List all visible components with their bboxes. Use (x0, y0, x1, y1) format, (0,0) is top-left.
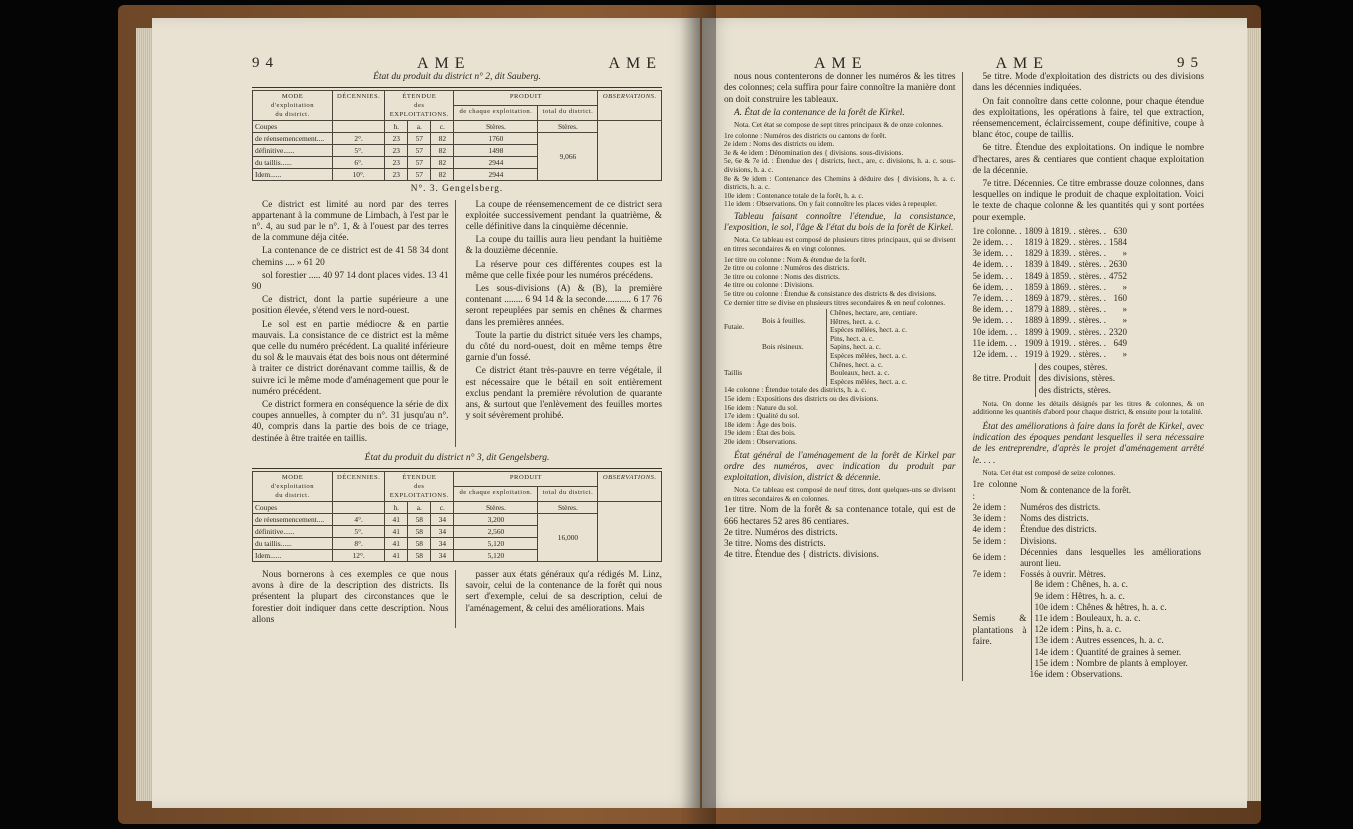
cell: 1829 à 1839. . (1024, 248, 1076, 259)
row-a: 57 (408, 169, 431, 181)
column-list (724, 256, 956, 308)
list-item: 17e idem : Qualité du sol. (724, 411, 800, 421)
paragraph: nous nous contenterons de donner les numéros & les titres des colonnes; cela suffira pour faire connoître la manière dont on doit construire les tableaux. (724, 72, 956, 105)
page-edges-right (1245, 28, 1261, 801)
produit-label: 8e titre. Produit (972, 374, 1031, 385)
paragraph: La réserve pour ces différentes coupes est la même que celle fixée pour les numéros précédens. (465, 259, 662, 281)
list-item: 1er titre. Nom de la forêt & sa contenance totale, qui est de 666 hectares 52 ares 86 centiares. (724, 505, 956, 527)
list-item: 19e idem : État des bois. (724, 428, 796, 438)
list-item: 8e & 9e idem : Contenance des Chemins à déduire des { divisions, h. a. c. districts, h. a. c. (724, 173, 956, 192)
table-row (973, 271, 1130, 282)
paragraph: 5e titre. Mode d'exploitation des districts ou des divisions dans les décennies indiquées. (972, 72, 1204, 94)
units-cell: Stères. (538, 502, 598, 514)
paragraph: La contenance de ce district est de 41 58 34 dont chemins .... » 61 20 (252, 246, 449, 268)
list-item: Espèces mêlées, hect. a. c. (830, 325, 907, 335)
table-row (973, 259, 1130, 270)
cell: stères. . (1078, 349, 1106, 360)
semis-block (973, 580, 1205, 670)
cell: stères. . (1078, 304, 1106, 315)
decennies-header: DÉCENNIES. (333, 472, 385, 502)
text-column-a (252, 200, 456, 447)
list-item: Chênes, hect. a. c. (830, 359, 883, 369)
right-page (702, 18, 1247, 808)
cell: 3e idem : (972, 513, 1006, 524)
list-item: Sapins, hect. a. c. (830, 342, 881, 352)
right-page-content (724, 55, 1204, 681)
futaie-groups (762, 309, 917, 361)
units-cell: Coupes (253, 121, 333, 133)
paragraph: 6e titre. Étendue des exploitations. On indique le nombre d'hectares, ares & centiares que contient chaque exploitation de la décennie. (972, 143, 1204, 176)
left-page-content (252, 55, 662, 628)
row-a: 57 (408, 157, 431, 169)
paragraph: Les sous-divisions (A) & (B), la première contenant ........ 6 94 14 & la seconde........... 6 17 76 seront repeuplées par semis en chênes & charmes dans les premières années. (465, 284, 662, 328)
paragraph: Ce district formera en conséquence la série de dix coupes annuelles, à compter du n°. 31 jusqu'au n°. 40, compris dans la partie des bois de ce triage, destinée à être traitée en taillis. (252, 400, 449, 444)
produit-subheader: total du district. (538, 106, 598, 121)
cell: 1re colonne : (972, 479, 1018, 501)
units-cell: c. (431, 121, 454, 133)
paragraph: Ce district étant très-pauvre en terre végétale, il est nécessaire que le bétail en soit entièrement exclus pendant la première révolution de quarante ans, & surtout que l'enlèvement des feuilles mortes y soit sévèrement prohibé. (465, 366, 662, 422)
row-produit: 5,120 (454, 538, 538, 550)
observations-cell (598, 121, 662, 181)
product-table-1 (252, 90, 662, 181)
list-item: 5e, 6e & 7e id. : Étendue des { districts, hect., are, c. divisions, h. a. c. sous-divisions, h. a. c. (724, 156, 956, 174)
cell: 2e idem. . . (972, 237, 1013, 248)
etendue-header: ÉTENDUE des EXPLOITATIONS. (385, 472, 454, 502)
cell: Étendue des districts. (1020, 524, 1097, 535)
group-label: Bois résineux. (762, 341, 804, 351)
row-c: 34 (431, 514, 454, 526)
list-item: 15e idem : Expositions des districts ou des divisions. (724, 394, 879, 404)
table-row (973, 479, 1205, 501)
row-decennie: 12°. (333, 550, 385, 562)
note: Nota. Ce tableau est composé de neuf titres, dont quelques-uns se divisent en titres secondaires & en colonnes. (724, 485, 956, 503)
row-label: de réensemencement.... (253, 133, 333, 145)
table-row (973, 226, 1130, 237)
section-heading: État des améliorations à faire dans la forêt de Kirkel, avec indication des époques pendant lesquelles il sera nécessaire de les entreprendre, d'après le projet d'aménagement arrêté le. . . . (972, 422, 1204, 466)
list-item: 14e colonne : Étendue totale des districts, h. a. c. (724, 385, 867, 395)
cell: stères. . (1078, 337, 1106, 348)
row-h: 23 (385, 169, 408, 181)
row-h: 41 (385, 514, 408, 526)
table-row (973, 536, 1205, 547)
mode-header: MODE d'exploitation du district. (253, 472, 333, 502)
list-item: des districts, stères. (1038, 385, 1111, 396)
list-item: 12e idem : Pins, h. a. c. (1034, 625, 1122, 636)
cell: 12e idem. . . (972, 349, 1017, 360)
closing-text (252, 570, 662, 628)
table-row (973, 237, 1130, 248)
row-c: 82 (431, 169, 454, 181)
list-item: 8e idem : Chênes, h. a. c. (1034, 580, 1128, 591)
cell: stères. . (1078, 293, 1106, 304)
observations-cell (598, 502, 662, 562)
row-c: 34 (431, 550, 454, 562)
text-column-b (466, 200, 663, 447)
list-item: Ce dernier titre se divise en plusieurs titres secondaires & en neuf colonnes. (724, 297, 946, 307)
row-a: 58 (408, 538, 431, 550)
list-item: Hêtres, hect. a. c. (830, 316, 881, 326)
produit-subheader: total du district. (538, 487, 598, 502)
total-cell: 16,000 (538, 514, 598, 562)
group-items (826, 309, 917, 335)
row-produit: 2944 (454, 169, 538, 181)
produit-header: PRODUIT (454, 91, 598, 106)
table-row (973, 282, 1130, 293)
row-c: 34 (431, 538, 454, 550)
running-head (724, 55, 1204, 72)
table-row (973, 502, 1205, 513)
row-decennie: 4°. (333, 514, 385, 526)
produit-subheader: de chaque exploitation. (454, 487, 538, 502)
cell: stères. . (1078, 237, 1106, 248)
paragraph: La coupe de réensemencement de ce district sera exploitée successivement pendant la quatrième, & celle définitive dans la cinquième décennie. (465, 199, 662, 233)
cell: Divisions. (1020, 535, 1057, 546)
row-h: 23 (385, 157, 408, 169)
units-cell: Stères. (454, 502, 538, 514)
paragraph: On fait connoître dans cette colonne, pour chaque étendue des exploitations, les opérations à faire, tel que extraction, réensemencement, éclaircissement, coupe définitive, coupe à blanc étoc, coupe de taillis. (972, 96, 1204, 141)
note: Nota. Cet état est composé de seize colonnes. (982, 467, 1116, 477)
column-list (724, 505, 956, 561)
row-c: 34 (431, 526, 454, 538)
feuilles-group (762, 309, 917, 335)
paragraph: Ce district, dont la partie supérieure a une position élevée, s'étend vers le nord-ouest. (252, 295, 449, 317)
cell: » (1122, 304, 1127, 315)
row-a: 57 (408, 133, 431, 145)
note: Nota. On donne les détails désignés par les titres & colonnes, & on additionne les quantités d'abord pour chaque district, & ensuite pour la totalité. (972, 398, 1204, 417)
cell: 1809 à 1819. . (1024, 225, 1076, 236)
cell: 10e idem. . . (972, 326, 1017, 337)
row-produit: 1760 (454, 133, 538, 145)
row-label: définitive...... (253, 526, 333, 538)
list-item: des divisions, stères. (1038, 374, 1116, 385)
ameliorations-columns (973, 479, 1205, 580)
produit-subheader: de chaque exploitation. (454, 106, 538, 121)
paragraph: Le sol est en partie médiocre & en partie mauvais. La consistance de ce district est la même que celle du numéro précédent. La qualité inférieure du sol & le mauvais état des bois nous ont déterminé à traiter ce district dorénavant comme taillis, & de suivre ici le même mode d'aménagement que pour le numéro précédent. (252, 319, 449, 397)
cell: stères. . (1078, 225, 1106, 236)
list-item: Chênes, hectare, are, centiare. (830, 308, 918, 318)
list-item: 5e titre ou colonne : Étendue & consistance des districts & des divisions. (724, 288, 937, 298)
row-produit: 3,200 (454, 514, 538, 526)
cell: 8e idem. . . (972, 304, 1013, 315)
cell: 6e idem : (972, 552, 1006, 563)
text-column-a (724, 72, 963, 681)
row-label: du taillis...... (253, 157, 333, 169)
cell: 160 (1113, 293, 1127, 304)
text-column-b (466, 570, 663, 628)
list-item: Pins, hect. a. c. (830, 333, 874, 343)
cell: Décennies dans lesquelles les améliorations auront lieu. (1020, 546, 1201, 568)
produit-header: PRODUIT (454, 472, 598, 487)
cell: 1859 à 1869. . (1024, 281, 1076, 292)
cell: 1899 à 1909. . (1024, 326, 1076, 337)
cell: stères. . (1078, 315, 1106, 326)
cell: 1re colonne. . (972, 225, 1022, 236)
page-number: 95 (1177, 55, 1204, 71)
two-column-text (252, 200, 662, 447)
table-row (973, 304, 1130, 315)
table-row (973, 315, 1130, 326)
observations-header: OBSERVATIONS. (598, 91, 662, 121)
cell: 1869 à 1879. . (1024, 293, 1076, 304)
row-produit: 1498 (454, 145, 538, 157)
semis-items (1031, 580, 1188, 670)
list-item: 13e idem : Autres essences, h. a. c. (1034, 636, 1164, 647)
row-h: 23 (385, 133, 408, 145)
cell: » (1122, 315, 1127, 326)
section-heading: État général de l'aménagement de la forêt de Kirkel par ordre des numéros, avec indication du produit par exploitation, division, district & décennie. (724, 450, 956, 484)
cell: 1849 à 1859. . (1024, 270, 1076, 281)
row-c: 82 (431, 157, 454, 169)
taillis-block (724, 361, 956, 387)
cell: 2320 (1108, 326, 1127, 337)
cell: 4e idem : (972, 524, 1006, 535)
rule (252, 468, 662, 469)
observations-header: OBSERVATIONS. (598, 472, 662, 502)
cell: 3e idem. . . (972, 248, 1013, 259)
units-cell: Stères. (454, 121, 538, 133)
list-item: 16e idem : Observations. (1029, 669, 1123, 680)
table-row (973, 547, 1205, 569)
gutter-shadow (680, 0, 716, 829)
row-a: 57 (408, 145, 431, 157)
row-h: 41 (385, 550, 408, 562)
row-label: définitive...... (253, 145, 333, 157)
row-decennie: 10°. (333, 169, 385, 181)
note: Nota. Cet état se compose de sept titres principaux & de onze colonnes. (734, 120, 944, 130)
paragraph: passer aux états généraux qu'a rédigés M. Linz, savoir, celui de la contenance de la forêt qui nous sert d'exemple, celui de sa description, celui de l'aménagement, & celui des améliorations. Mais (465, 570, 662, 614)
units-cell (333, 502, 385, 514)
table-row (973, 327, 1130, 338)
row-h: 41 (385, 526, 408, 538)
etendue-header: ÉTENDUE des EXPLOITATIONS. (385, 91, 454, 121)
futaie-block (724, 309, 956, 361)
cell: » (1122, 281, 1127, 292)
row-produit: 2944 (454, 157, 538, 169)
mode-header: MODE d'exploitation du district. (253, 91, 333, 121)
group-items (826, 361, 907, 387)
cell: Fossés à ouvrir. Mètres. (1020, 569, 1106, 580)
units-cell: h. (385, 502, 408, 514)
cell: 1819 à 1829. . (1024, 237, 1076, 248)
cell: stères. . (1078, 259, 1106, 270)
page-number: 94 (252, 55, 279, 71)
list-item: 16e idem : Nature du sol. (724, 402, 798, 412)
cell: stères. . (1078, 270, 1106, 281)
list-item: 2e titre. Numéros des districts. (724, 527, 838, 538)
row-a: 58 (408, 526, 431, 538)
paragraph: Toute la partie du district située vers les champs, du côté du nord-ouest, doit en même temps être garnie d'un fossé. (465, 330, 662, 364)
cell: 9e idem. . . (972, 315, 1013, 326)
cell: stères. . (1078, 326, 1106, 337)
cell: 4752 (1108, 270, 1127, 281)
cell: 2e idem : (972, 501, 1006, 512)
column-list (724, 386, 956, 446)
list-item: 4e titre ou colonne : Divisions. (724, 280, 814, 290)
futaie-label: Futaie. (724, 322, 745, 332)
taillis-label: Taillis (724, 367, 743, 377)
list-item: 3e titre ou colonne : Noms des districts. (724, 271, 840, 281)
paragraph: sol forestier ..... 40 97 14 dont places vides. 13 41 90 (252, 270, 449, 293)
running-head-word: AME (416, 55, 471, 72)
list-item: 18e idem : Âge des bois. (724, 419, 797, 429)
list-item: 15e idem : Nombre de plants à employer. (1034, 658, 1188, 669)
units-cell: a. (408, 121, 431, 133)
cell: Numéros des districts. (1020, 501, 1101, 512)
cell: 7e idem : (972, 569, 1006, 580)
product-table-2 (252, 471, 662, 562)
units-cell: a. (408, 502, 431, 514)
cell: 4e idem. . . (972, 259, 1013, 270)
resineux-group (762, 335, 917, 361)
running-head-word: AME (608, 55, 662, 72)
cell: 649 (1113, 337, 1127, 348)
two-column-text (724, 72, 1204, 681)
table-row (973, 569, 1205, 580)
cell: » (1122, 248, 1127, 259)
column-list (724, 132, 956, 209)
row-decennie: 2°. (333, 133, 385, 145)
cell: stères. . (1078, 281, 1106, 292)
table-caption: État du produit du district n° 3, dit Gengelsberg. (364, 452, 550, 463)
row-h: 41 (385, 538, 408, 550)
list-item: 20e idem : Observations. (724, 437, 797, 447)
row-h: 23 (385, 145, 408, 157)
list-item: des coupes, stères. (1038, 363, 1108, 374)
row-label: Idem...... (253, 169, 333, 181)
list-item: Espèces mêlées, hect. a. c. (830, 351, 907, 361)
table-row (973, 524, 1205, 535)
decennies-list (973, 226, 1130, 360)
produit-block (973, 363, 1205, 397)
list-item: 4e titre. Étendue des { districts. divisions. (724, 550, 879, 561)
group-items (826, 335, 907, 361)
decennies-header: DÉCENNIES. (333, 91, 385, 121)
paragraph: Nous bornerons à ces exemples ce que nous avons à dire de la description des districts. Ils présentent la plupart des circonstances que le forestier doit indiquer dans cette description. Nous allons (252, 570, 449, 625)
list-item: 2e idem : Noms des districts ou idem. (724, 139, 835, 149)
list-item: 11e idem : Observations. On y fait connoître les places vides à repeupler. (724, 199, 937, 209)
cell: 6e idem. . . (972, 281, 1013, 292)
row-produit: 2,560 (454, 526, 538, 538)
units-cell (333, 121, 385, 133)
running-head-word: AME (814, 55, 868, 72)
list-item: 1re colonne : Numéros des districts ou cantons de forêt. (724, 130, 887, 140)
cell: 1839 à 1849. . (1024, 259, 1076, 270)
left-page (152, 18, 700, 808)
list-item: 14e idem : Quantité de graines à semer. (1034, 647, 1182, 658)
row-label: du taillis...... (253, 538, 333, 550)
cell: Nom & contenance de la forêt. (1020, 485, 1132, 496)
cell: 5e idem. . . (972, 270, 1013, 281)
row-decennie: 6°. (333, 157, 385, 169)
section-heading: N°. 3. Gengelsberg. (410, 184, 504, 195)
text-column-a (252, 570, 456, 628)
units-cell: h. (385, 121, 408, 133)
row-label: Idem...... (253, 550, 333, 562)
table-caption: État du produit du district n° 2, dit Sauberg. (373, 72, 541, 83)
list-item: 9e idem : Hêtres, h. a. c. (1034, 591, 1125, 602)
paragraph: Ce district est limité au nord par des terres appartenant à la commune de Limbach, à l'est par le n°. 4, au sud par le n°. 1, & à l'ouest par des terres de la commune déja citée. (252, 199, 449, 244)
group-label: Bois à feuilles. (762, 316, 806, 326)
cell: » (1122, 349, 1127, 360)
cell: 2630 (1108, 259, 1127, 270)
list-item: 10e idem : Contenance totale de la forêt, h. a. c. (724, 190, 864, 200)
cell: 1919 à 1929. . (1024, 349, 1076, 360)
table-row (973, 338, 1130, 349)
list-item: 1er titre ou colonne : Nom & étendue de la forêt. (724, 254, 867, 264)
units-cell: Stères. (538, 121, 598, 133)
row-produit: 5,120 (454, 550, 538, 562)
table-row (973, 349, 1130, 360)
row-c: 82 (431, 145, 454, 157)
list-item: 3e & 4e idem : Dénomination des { divisions. sous-divisions. (724, 147, 904, 157)
table-row (973, 293, 1130, 304)
rule (252, 87, 662, 88)
cell: 630 (1113, 225, 1127, 236)
units-cell: c. (431, 502, 454, 514)
cell: 1879 à 1889. . (1024, 304, 1076, 315)
table-row (973, 248, 1130, 259)
row-decennie: 5°. (333, 526, 385, 538)
list-item: Bouleaux, hect. a. c. (830, 368, 890, 378)
cell: Noms des districts. (1020, 513, 1089, 524)
list-item: Espèces mêlées, hect. a. c. (830, 376, 907, 386)
cell: 5e idem : (972, 535, 1006, 546)
row-label: de réensemencement.... (253, 514, 333, 526)
section-heading: Tableau faisant connoître l'étendue, la consistance, l'exposition, le sol, l'âge & l'état du bois de la forêt de Kirkel. (724, 211, 956, 234)
row-c: 82 (431, 133, 454, 145)
total-cell: 9,066 (538, 133, 598, 181)
list-item: 10e idem : Chênes & hêtres, h. a. c. (1034, 602, 1167, 613)
cell: 1584 (1108, 237, 1127, 248)
cell: 7e idem. . . (972, 293, 1013, 304)
list-item: 2e titre ou colonne : Numéros des districts. (724, 263, 850, 273)
cell: 1909 à 1919. . (1024, 337, 1076, 348)
table-row (973, 513, 1205, 524)
running-head-word: AME (995, 55, 1050, 72)
units-cell: Coupes (253, 502, 333, 514)
paragraph: La coupe du taillis aura lieu pendant la huitième & la douzième décennie. (465, 235, 662, 257)
cell: stères. . (1078, 248, 1106, 259)
row-a: 58 (408, 514, 431, 526)
paragraph: 7e titre. Décennies. Ce titre embrasse douze colonnes, dans lesquelles on indique le produit de chaque exploitation. Voici le texte de chaque colonne & les quantités qui y sont portées pour exemple. (972, 179, 1204, 223)
row-a: 58 (408, 550, 431, 562)
cell: 1889 à 1899. . (1024, 315, 1076, 326)
running-head (252, 55, 662, 72)
row-decennie: 8°. (333, 538, 385, 550)
section-heading: A. État de la contenance de la forêt de Kirkel. (734, 107, 905, 118)
list-item: 11e idem : Bouleaux, h. a. c. (1034, 613, 1141, 624)
cell: 11e idem. . . (972, 337, 1017, 348)
list-item: 3e titre. Noms des districts. (724, 539, 826, 550)
text-column-b (973, 72, 1205, 681)
note: Nota. Ce tableau est composé de plusieurs titres principaux, qui se divisent en titres secondaires & en vingt colonnes. (724, 235, 956, 253)
produit-items (1035, 363, 1115, 397)
row-decennie: 5°. (333, 145, 385, 157)
semis-label: Semis & plantations à faire. (972, 614, 1027, 647)
